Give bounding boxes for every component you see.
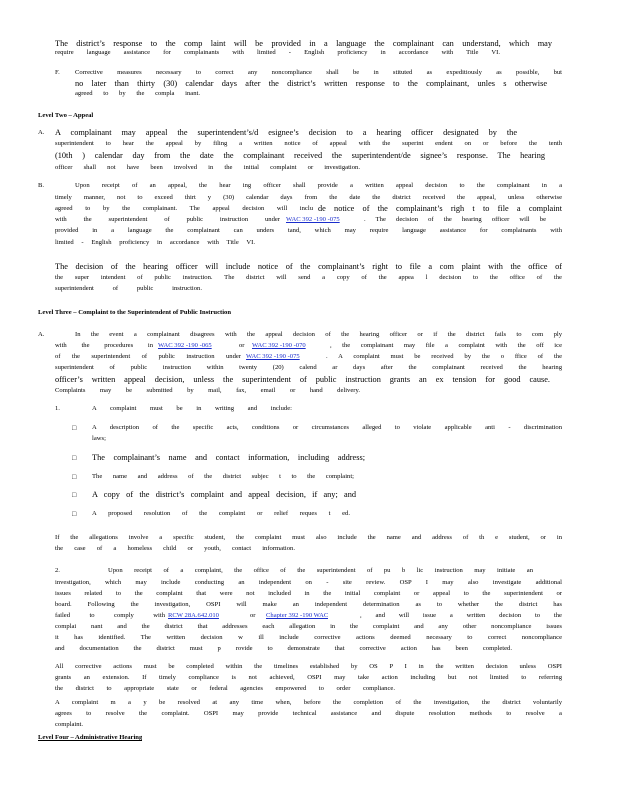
level-three-2-line-1: Upon receipt of a complaint, the office of the superintendent of pu b lic instruction may initiate an [108, 567, 533, 574]
level-two-a-label: A. [38, 129, 45, 136]
level-three-2-line-2: investigation, which may include conducting an independent on - site review. OSP I may also investigate additional [55, 579, 562, 586]
level-two-b-line-4b: . The decision of the hearing officer will be [364, 216, 546, 223]
chapter-wac-link[interactable]: Chapter 392 -190 WAC [266, 612, 329, 619]
level-three-1-text: A complaint must be in writing and include: [92, 405, 292, 412]
level-three-a-line-6: Complaints may be submitted by mail, fax, email or hand delivery. [55, 387, 360, 394]
level-two-b-line-3a: agreed to by the complainant. The appeal decision will inclu [55, 205, 313, 212]
level-two-a-line-3: (10th ) calendar day from the date the complainant received the superintendent/de signee’s response. The hearing [55, 151, 545, 160]
checkbox-bullet-icon: □ [72, 424, 77, 432]
wac-075-link-2[interactable]: WAC 392 -190 -075 [246, 353, 300, 360]
level-three-2-line-5b: , and will issue a written decision to the [360, 612, 562, 619]
level-three-a-label: A. [38, 331, 45, 338]
allegations-line-1: If the allegations involve a specific student, the complaint must also include the name and address of th e student, or in [55, 534, 562, 541]
intro-line-1: The district’s response to the comp laint will be provided in a language the complainant can understand, which may [55, 39, 552, 48]
bullet-5: A proposed resolution of the complaint or relief reques t ed. [92, 510, 350, 517]
item-f-line-3: agreed to by the compla inant. [75, 90, 200, 97]
item-f-label: F. [55, 69, 60, 76]
level-two-b-line-5: provided in a language the complainant can unders tand, which may require language assistance for complainants with [55, 227, 562, 234]
level-three-a-line-3b: . A complaint must be received by the o ffice of the [326, 353, 562, 360]
corrective-line-3: the district to appropriate state or federal agencies empowered to order compliance. [55, 685, 395, 692]
wac-075-link[interactable]: WAC 392 -190 -075 [286, 216, 340, 223]
hearing-decision-line-2: the super intendent of public instruction. The district will send a copy of the appea l decision to the office of the [55, 274, 562, 281]
hearing-decision-line-3: superintendent of public instruction. [55, 285, 202, 292]
level-two-b-label: B. [38, 182, 45, 189]
corrective-line-2: grants an extension. If timely compliance is not achieved, OSPI may take action including but not limited to referring [55, 674, 562, 681]
level-two-a-line-4: officer shall not have been involved in the initial complaint or investigation. [55, 164, 360, 171]
resolved-line-3: complaint. [55, 721, 84, 728]
wac-065-link[interactable]: WAC 392 -190 -065 [158, 342, 212, 349]
checkbox-bullet-icon: □ [72, 473, 77, 481]
level-three-a-line-4: superintendent of public instruction within twenty (20) calend ar days after the complainant received the hearing [55, 364, 562, 371]
level-two-a-line-2: superintendent to hear the appeal by filing a written notice of appeal with the superint endent on or before the tenth [55, 140, 562, 147]
checkbox-bullet-icon: □ [72, 454, 77, 462]
level-three-a-line-5: officer’s written appeal decision, unless the superintendent of public instruction grants an ex tension for good cause. [55, 375, 550, 384]
or-text-2: or [250, 612, 256, 619]
hearing-decision-line-1: The decision of the hearing officer will include notice of the complainant’s right to file a com plaint with the office of [55, 262, 562, 271]
checkbox-bullet-icon: □ [72, 491, 77, 499]
item-f-line-1: Corrective measures necessary to correct any noncompliance shall be in stituted as expeditiously as possible, but [75, 69, 562, 76]
allegations-line-2: the case of a homeless child or youth, contact information. [55, 545, 295, 552]
level-two-b-line-2: timely manner, not to exceed thirt y (30) calendar days from the date the district received the appeal, unless otherwise [55, 194, 562, 201]
resolved-line-2: agrees to resolve the complaint. OSPI may provide technical assistance and dispute resolution methods to resolve a [55, 710, 562, 717]
bullet-1-line-2: laws; [92, 435, 106, 442]
bullet-4: A copy of the district’s complaint and appeal decision, if any; and [92, 490, 356, 499]
level-two-b-line-1: Upon receipt of an appeal, the hear ing officer shall provide a written appeal decision to the complainant in a [75, 182, 562, 189]
level-two-heading: Level Two – Appeal [38, 112, 94, 119]
or-text-1: or [239, 342, 245, 349]
level-three-2-line-3: issues related to the complaint that were not included in the initial complaint or appeal to the superintendent or [55, 590, 562, 597]
level-three-a-line-2a: with the procedures in [55, 342, 153, 349]
rcw-link[interactable]: RCW 28A.642.010 [168, 612, 219, 619]
level-two-a-line-1: A complainant may appeal the superintendent’s/d esignee’s decision to a hearing officer designated by the [55, 128, 517, 137]
level-two-b-line-4a: with the superintendent of public instruction under [55, 216, 280, 223]
bullet-1-line-1: A description of the specific acts, conditions or circumstances alleged to violate applicable anti - discrimination [92, 424, 562, 431]
level-three-2-line-4: board. Following the investigation, OSPI will make an independent determination as to whether the district has [55, 601, 562, 608]
item-f-line-2: no later than thirty (30) calendar days after the district’s written response to the complainant, unles s otherwise [75, 79, 547, 88]
corrective-line-1: All corrective actions must be completed within the timelines established by OS P I in the written decision unless OSPI [55, 663, 562, 670]
level-three-1-label: 1. [55, 405, 60, 412]
level-three-2-line-6: complai nant and the district that addresses each allegation in the complaint and any other noncompliance issues [55, 623, 562, 630]
level-two-b-line-6: limited - English proficiency in accordance with Title VI. [55, 239, 255, 246]
level-three-heading: Level Three – Complaint to the Superintendent of Public Instruction [38, 309, 231, 316]
level-three-2-line-8: and documentation the district must p rovide to demonstrate that corrective action has been completed. [55, 645, 512, 652]
level-three-a-line-1: In the event a complainant disagrees with the appeal decision of the hearing officer or if the district fails to com ply [75, 331, 562, 338]
resolved-line-1: A complaint m a y be resolved at any time when, before the completion of the investigation, the district voluntarily [55, 699, 562, 706]
wac-070-link[interactable]: WAC 392 -190 -070 [252, 342, 306, 349]
level-three-2-line-5a: failed to comply with [55, 612, 165, 619]
level-three-2-label: 2. [55, 567, 60, 574]
level-two-b-line-3b: de notice of the complainant’s righ t to file a complaint [318, 204, 562, 213]
level-three-a-line-2b: , the complainant may file a complaint with the off ice [330, 342, 562, 349]
level-three-a-line-3a: of the superintendent of public instruction under [55, 353, 241, 360]
bullet-2: The complainant’s name and contact information, including address; [92, 453, 365, 462]
level-three-2-line-7: it has identified. The written decision w ill include corrective actions deemed necessary to correct noncompliance [55, 634, 562, 641]
checkbox-bullet-icon: □ [72, 510, 77, 518]
intro-line-2: require language assistance for complainants with limited - English proficiency in accordance with Title VI. [55, 49, 500, 56]
bullet-3: The name and address of the district subjec t to the complaint; [92, 473, 354, 480]
level-four-heading: Level Four – Administrative Hearing [38, 734, 143, 741]
